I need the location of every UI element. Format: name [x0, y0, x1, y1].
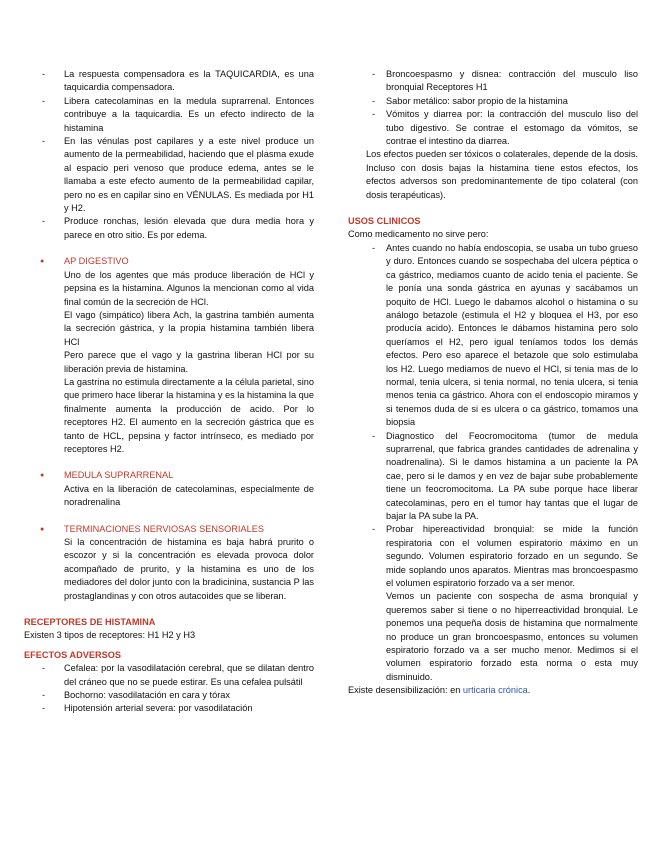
list-item: - Libera catecolaminas en la medula suprarrenal. Entonces contribuye a la taquicardia. Es un efecto indirecto de la histamina — [24, 95, 314, 135]
section-heading-efectos: EFECTOS ADVERSOS — [24, 649, 121, 660]
list-item: - La respuesta compensadora es la TAQUICARDIA, es una taquicardia compensadora. — [24, 68, 314, 95]
paragraph: El vago (simpático) libera Ach, la gastrina también aumenta la secreción gástrica, y la propia histamina también libera HCl — [64, 309, 314, 347]
section-heading-terminaciones: ● TERMINACIONES NERVIOSAS SENSORIALES — [24, 523, 314, 536]
paragraph: Uno de los agentes que más produce liberación de HCl y pepsina es la histamina. Algunos la mencionan como al vida final común de la secreción de HCl. — [64, 269, 314, 307]
list-item: - En las vénulas post capilares y a este nivel produce un aumento de la permeabilidad, haciendo que el plasma exude al espacio peri venoso que produce edema, antes se le llamaba a este efecto aumento de la permeabilidad capilar, pero no es en capilar sino en VÉNULAS. Es mediada por H1 y H2. — [24, 135, 314, 215]
section-heading-usos: USOS CLINICOS — [348, 216, 421, 227]
right-column — [348, 68, 638, 698]
paragraph: Existen 3 tipos de receptores: H1 H2 y H3 — [24, 630, 196, 641]
closing-prefix: Existe desensibilización: en — [348, 685, 463, 696]
list-item: - Probar hipereactividad bronquial: se mide la función respiratoria con el volumen espiratorio máximo en un segundo. Volumen espiratorio forzado en un segundo. Se mide soplando unos aparatos. Mientras mas broncoespasmo el volumen espiratorio forzado va a ser menor. — [348, 523, 638, 590]
urticaria-link[interactable]: urticaria crónica — [462, 685, 528, 696]
list-item: - Hipotensión arterial severa: por vasodilatación — [24, 702, 314, 715]
paragraph: Activa en la liberación de catecolaminas, especialmente de noradrenalina — [64, 483, 314, 508]
list-item: - Sabor metálico: sabor propio de la histamina — [348, 95, 638, 108]
list-item: - Produce ronchas, lesión elevada que dura media hora y parece en otro sitio. Es por edema. — [24, 215, 314, 242]
list-item: - Diagnostico del Feocromocitoma (tumor de medula suprarrenal, que fabrica grandes cantidades de adrenalina y noadrenalina). Si le damos histamina a un paciente la PA cae, pero si le damos y en vez de bajar sube probablemente tiene un feocromocitoma. La PA sube porque hace liberar catecolaminas, pero en el tumor hay tantas que el lugar de bajar la PA sube la PA. — [348, 430, 638, 524]
paragraph: La gastrina no estimula directamente a la célula parietal, sino que primero hace liberar la histamina y es la histamina la que finalmente aumenta la producción de acido. Por lo receptores H2. El aumento en la secreción gástrica que es tanto de HCL, pepsina y factor intrínseco, es mediado por receptores H2. — [64, 376, 314, 454]
section-heading-ap-digestivo: ● AP DIGESTIVO — [24, 255, 314, 268]
left-column — [24, 68, 314, 716]
closing-suffix: . — [527, 685, 531, 696]
paragraph: Si la concentración de histamina es baja habrá prurito o escozor y si la concentración es elevada provoca dolor acompañado de prurito, y la histamina es uno de los mediadores del dolor junto con la bradicinina, sustancia P las prostaglandinas y con otros autacoides que se liberan. — [64, 537, 314, 601]
list-item: - Antes cuando no había endoscopia, se usaba un tubo grueso y duro. Entonces cuando se sospechaba del ulcera péptica o ca gástrico, mediamos cuanto de acido tenia el paciente. Se le ponía una sonda gástrica en ayunas y sacábamos un poquito de HCl. Luego le dabamos alcohol o histamina o su análogo betazole (estimula el H2 y bloquea el H3, por eso producía acido). Entonces le dábamos histamina pero solo queríamos el H2, pero igual teníamos todos los demás efectos. Pero eso aparece el betazole que solo estimulaba los H2. Luego mediamos de nuevo el HCl, si tenia mas de lo normal, tenia ulcera, si tenia normal, no tenia ulcera, si tenia menos tenia ca gástrico. Ahora con el endoscopio miramos y si tenemos duda de si es ulcera o ca gástrico, tomamos una biopsia — [348, 242, 638, 430]
paragraph: Los efectos pueden ser tóxicos o colaterales, depende de la dosis. Incluso con dosis bajas la histamina tiene estos efectos, los efectos adversos son predominantemente de tipo colateral (con dosis terapéuticas). — [366, 149, 638, 200]
paragraph: Pero parece que el vago y la gastrina liberan HCl por su liberación previa de histamina. — [64, 350, 314, 374]
list-item: - Cefalea: por la vasodilatación cerebral, que se dilatan dentro del cráneo que no se puede estirar. Es una cefalea pulsátil — [24, 662, 314, 689]
list-item: - Vómitos y diarrea por: la contracción del musculo liso del tubo digestivo. Se contrae el estomago da vómitos, se contrae el intestino da diarrea. — [348, 108, 638, 148]
section-heading-medula: ● MEDULA SUPRARRENAL — [24, 469, 314, 482]
list-item: - Broncoespasmo y disnea: contracción del musculo liso bronquial Receptores H1 — [348, 68, 638, 95]
paragraph: Vemos un paciente con sospecha de asma bronquial y queremos saber si tiene o no hiperreactividad bronquial. Le ponemos una pequeña dosis de histamina que normalmente no produce un gran broncoespasmo, entonces su volumen espiratorio forzado va a ser mucho menor. Medimos si el volumen espiratorio forzado esta norma o esta muy disminuido. — [386, 591, 638, 682]
paragraph: Como medicamento no sirve pero: — [348, 229, 489, 240]
section-heading-receptores: RECEPTORES DE HISTAMINA — [24, 617, 156, 628]
closing-line — [348, 684, 638, 697]
list-item: - Bochorno: vasodilatación en cara y tórax — [24, 689, 314, 702]
